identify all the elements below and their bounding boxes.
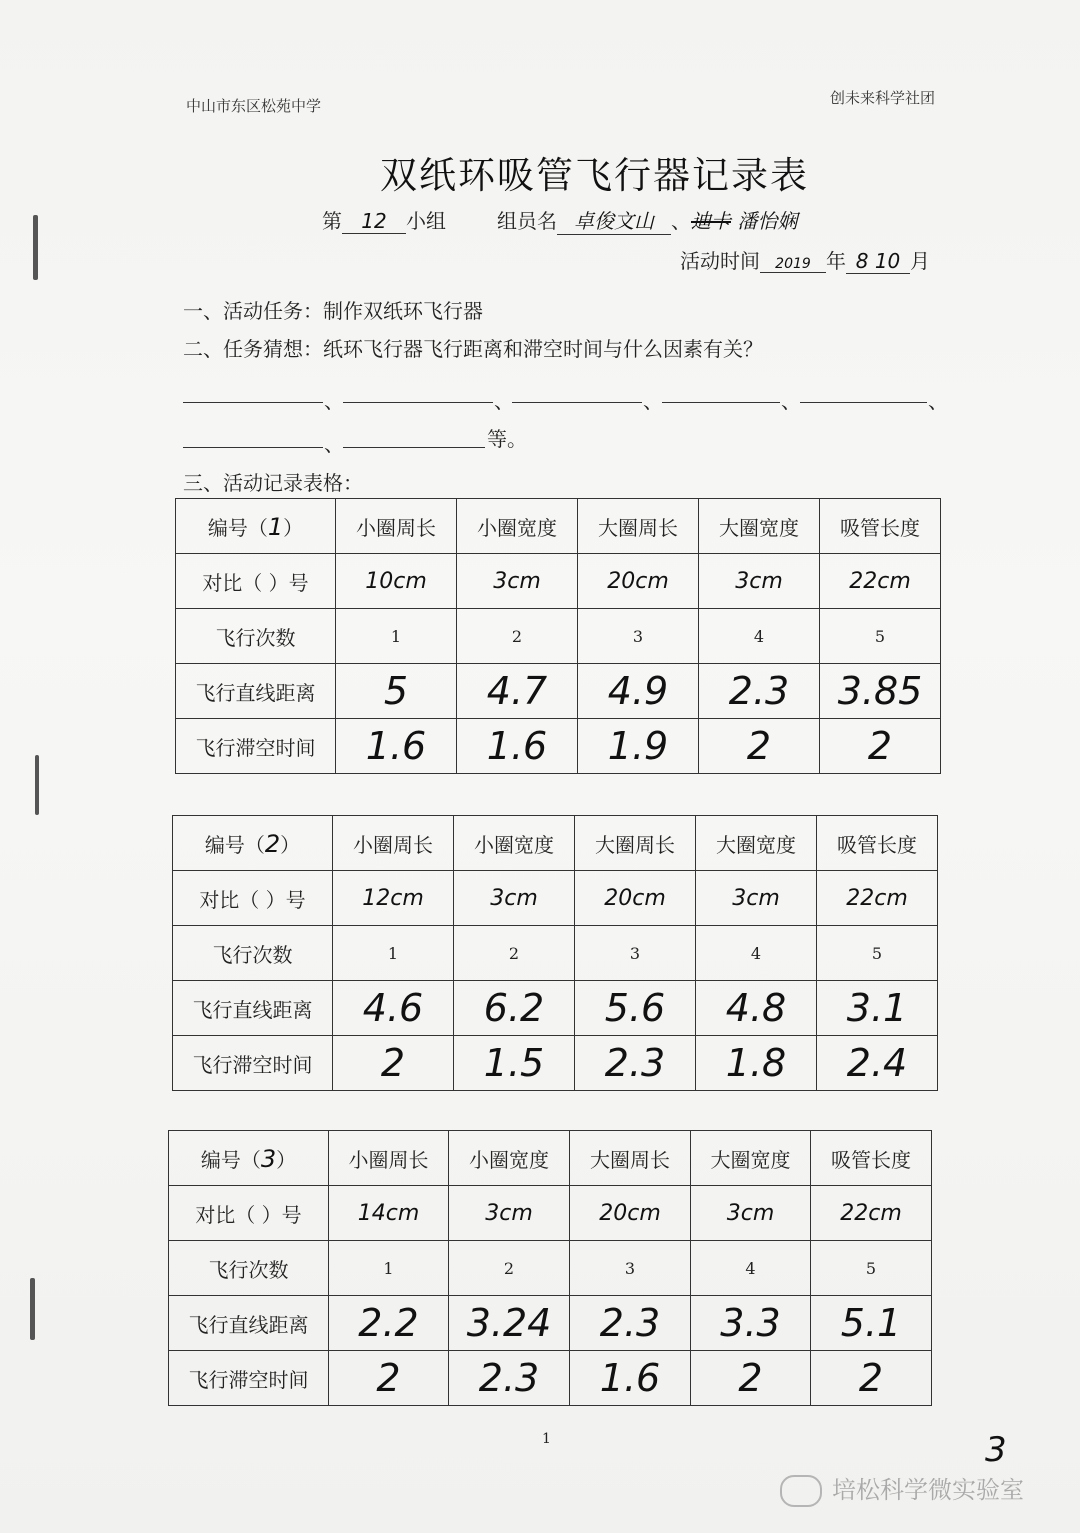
row-label: 飞行次数 [173,926,333,981]
flight-number: 1 [329,1241,449,1296]
table-id-cell [169,1131,329,1186]
flight-number: 2 [449,1241,570,1296]
members-label: 组员名 [497,209,557,233]
spec-cell: 22cm [811,1186,932,1241]
table-row [173,981,938,1036]
distance-cell: 5.6 [575,981,696,1036]
blank-separator: 、 [643,389,663,413]
guess-blank [183,447,323,448]
table-id: 3 [260,1144,277,1173]
blank-separator: 、 [781,389,801,413]
table-row [176,719,941,774]
col-header: 吸管长度 [820,499,941,554]
distance-cell: 2.2 [329,1296,449,1351]
col-header: 大圈周长 [578,499,699,554]
activity-time-label: 活动时间 [680,249,760,273]
spec-cell: 10cm [336,554,457,609]
record-table-3 [168,1130,932,1406]
group-line [322,205,446,234]
flight-number: 3 [570,1241,691,1296]
distance-cell: 5 [336,664,457,719]
page-number: 1 [542,1431,551,1447]
spec-cell: 22cm [820,554,941,609]
group-suffix: 小组 [406,209,446,233]
table-id: 2 [264,829,281,858]
activity-year-label: 年 [826,249,846,273]
section-records: 三、活动记录表格： [183,471,363,495]
row-label: 对比（ ）号 [169,1186,329,1241]
col-header: 小圈周长 [336,499,457,554]
member-separator: 、 [671,209,691,233]
spec-cell: 14cm [329,1186,449,1241]
guess-etc: 等。 [487,427,527,451]
blank-separator: 、 [494,389,514,413]
distance-cell: 3.85 [820,664,941,719]
col-header: 小圈宽度 [454,816,575,871]
binder-hole-mark [35,755,39,815]
col-header: 小圈周长 [329,1131,449,1186]
guess-blank [800,402,927,403]
hang-time-cell: 2 [820,719,941,774]
flight-number: 4 [699,609,820,664]
hang-time-cell: 2 [329,1351,449,1406]
distance-cell: 6.2 [454,981,575,1036]
member-2: 潘怡娴 [737,209,798,233]
spec-cell: 20cm [578,554,699,609]
group-prefix: 第 [322,209,342,233]
flight-number: 2 [454,926,575,981]
col-header: 大圈宽度 [699,499,820,554]
spec-cell: 3cm [691,1186,811,1241]
distance-cell: 5.1 [811,1296,932,1351]
col-header: 大圈宽度 [691,1131,811,1186]
spec-cell: 3cm [457,554,578,609]
spec-cell: 3cm [699,554,820,609]
hang-time-cell: 2 [333,1036,454,1091]
table-id: 1 [267,512,284,541]
flight-number: 1 [333,926,454,981]
blank-separator: 、 [928,389,948,413]
distance-cell: 4.7 [457,664,578,719]
row-label: 对比（ ）号 [173,871,333,926]
flight-number: 5 [820,609,941,664]
distance-cell: 3.1 [817,981,938,1036]
row-label: 对比（ ）号 [176,554,336,609]
table-row [169,1241,932,1296]
flight-number: 5 [817,926,938,981]
table-id-cell [173,816,333,871]
hang-time-cell: 2 [699,719,820,774]
table-row [169,1351,932,1406]
flight-number: 2 [457,609,578,664]
distance-cell: 4.8 [696,981,817,1036]
table-row [169,1186,932,1241]
watermark-text: 培松科学微实验室 [832,1476,1024,1504]
spec-cell: 22cm [817,871,938,926]
id-suffix: ） [276,1147,297,1172]
col-header: 吸管长度 [817,816,938,871]
distance-cell: 4.9 [578,664,699,719]
table-row [173,1036,938,1091]
table-row [176,554,941,609]
spec-cell: 3cm [449,1186,570,1241]
hang-time-cell: 1.8 [696,1036,817,1091]
table-row [173,871,938,926]
distance-cell: 4.6 [333,981,454,1036]
guess-blank [512,402,642,403]
spec-cell: 3cm [454,871,575,926]
distance-cell: 3.3 [691,1296,811,1351]
hang-time-cell: 2.3 [449,1351,570,1406]
distance-cell: 2.3 [699,664,820,719]
group-number: 12 [342,209,406,234]
binder-hole-mark [30,1278,35,1340]
row-label: 飞行滞空时间 [169,1351,329,1406]
spec-cell: 12cm [333,871,454,926]
id-suffix: ） [283,515,304,540]
distance-cell: 2.3 [570,1296,691,1351]
col-header: 吸管长度 [811,1131,932,1186]
row-label: 飞行直线距离 [169,1296,329,1351]
id-prefix: 编号（ [204,832,265,857]
spec-cell: 20cm [570,1186,691,1241]
row-label: 飞行直线距离 [176,664,336,719]
guess-blank [183,402,323,403]
members-line [497,205,797,235]
activity-month-value: 8 10 [846,249,910,274]
flight-number: 3 [578,609,699,664]
row-label: 飞行滞空时间 [173,1036,333,1091]
record-table-2 [172,815,938,1091]
blank-separator: 、 [324,432,344,456]
hang-time-cell: 1.5 [454,1036,575,1091]
row-label: 飞行滞空时间 [176,719,336,774]
flight-number: 3 [575,926,696,981]
row-label: 飞行次数 [169,1241,329,1296]
table-row [173,816,938,871]
col-header: 小圈周长 [333,816,454,871]
spec-cell: 3cm [696,871,817,926]
row-label: 飞行直线距离 [173,981,333,1036]
id-prefix: 编号（ [200,1147,261,1172]
activity-year-value: 2019 [760,256,826,273]
member-struck: 迪卡 [691,209,731,233]
member-1: 卓俊文山 [557,205,671,235]
section-task: 一、活动任务：制作双纸环飞行器 [183,299,483,323]
col-header: 小圈宽度 [449,1131,570,1186]
hang-time-cell: 2 [811,1351,932,1406]
blank-separator: 、 [324,389,344,413]
table-id-cell [176,499,336,554]
hang-time-cell: 2 [691,1351,811,1406]
section-guess: 二、任务猜想：纸环飞行器飞行距离和滞空时间与什么因素有关？ [183,337,763,361]
guess-blank [343,447,485,448]
table-row [176,499,941,554]
id-suffix: ） [280,832,301,857]
hang-time-cell: 1.6 [570,1351,691,1406]
flight-number: 5 [811,1241,932,1296]
table-row [169,1296,932,1351]
table-row [176,664,941,719]
school-name: 中山市东区松苑中学 [186,97,322,115]
row-label: 飞行次数 [176,609,336,664]
activity-month-label: 月 [910,249,930,273]
hang-time-cell: 2.4 [817,1036,938,1091]
table-row [173,926,938,981]
flight-number: 4 [696,926,817,981]
hang-time-cell: 1.6 [457,719,578,774]
col-header: 大圈周长 [575,816,696,871]
binder-hole-mark [33,215,38,280]
guess-blank [662,402,780,403]
watermark [780,1470,1024,1507]
guess-blank [343,402,493,403]
activity-time [680,245,930,274]
col-header: 大圈宽度 [696,816,817,871]
flight-number: 1 [336,609,457,664]
hang-time-cell: 1.6 [336,719,457,774]
flight-number: 4 [691,1241,811,1296]
table-row [176,609,941,664]
id-prefix: 编号（ [207,515,268,540]
table-row [169,1131,932,1186]
hang-time-cell: 1.9 [578,719,699,774]
club-name: 创未来科学社团 [830,89,936,107]
page-title: 双纸环吸管飞行器记录表 [380,154,809,197]
record-table-1 [175,498,941,774]
spec-cell: 20cm [575,871,696,926]
corner-mark: 3 [985,1430,1007,1470]
col-header: 大圈周长 [570,1131,691,1186]
wechat-icon [780,1475,822,1507]
distance-cell: 3.24 [449,1296,570,1351]
hang-time-cell: 2.3 [575,1036,696,1091]
col-header: 小圈宽度 [457,499,578,554]
